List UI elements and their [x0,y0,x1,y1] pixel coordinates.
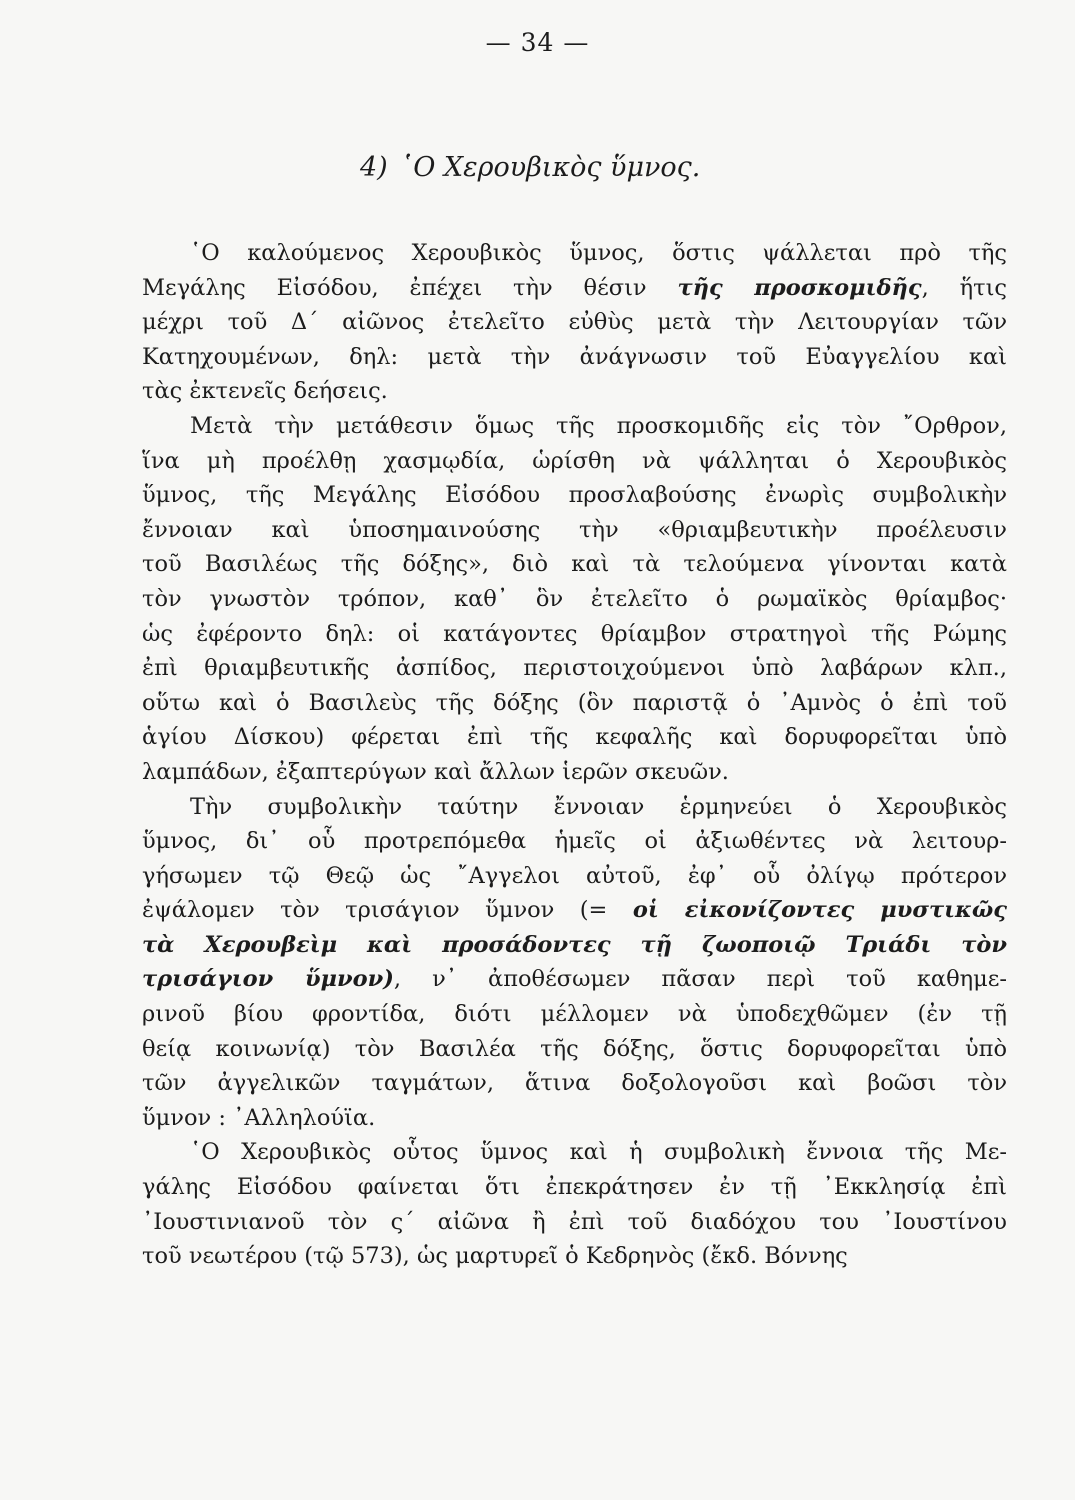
text-line [142,617,1007,652]
text-line [142,1101,1007,1136]
text-line [142,444,1007,479]
text-line [142,478,1007,513]
text-segment: ρινοῦ βίου φροντίδα, διότι μέλλομεν νὰ ὑποδεχθῶμεν (ἐν τῇ [142,1001,1007,1028]
text-line [142,513,1007,548]
page-number: — 34 — [485,28,590,57]
text-segment: Τὴν συμβολικὴν ταύτην ἔννοιαν ἑρμηνεύει ὁ Χερουβικὸς [190,793,1007,820]
text-segment: ῾Ο Χερουβικὸς οὗτος ὕμνος καὶ ἡ συμβολικὴ ἔννοια τῆς Με- [190,1139,1007,1166]
text-segment: ὕμνος, δι᾽ οὗ προτρεπόμεθα ἡμεῖς οἱ ἀξιωθέντες νὰ λειτουρ- [142,828,1007,855]
text-segment: ἵνα μὴ προέλθῃ χασμῳδία, ὡρίσθη νὰ ψάλληται ὁ Χερουβικὸς [142,447,1007,474]
section-heading [360,152,700,183]
text-line [142,962,1007,997]
text-line [142,1032,1007,1067]
text-line [142,1239,1007,1274]
emphasis-text: οἱ εἰκονίζοντες μυστικῶς [632,897,1007,924]
text-line [142,547,1007,582]
text-segment: γήσωμεν τῷ Θεῷ ὡς ῎Αγγελοι αὐτοῦ, ἐφ᾽ οὗ ὀλίγῳ πρότερον [142,862,1007,889]
text-line [142,1170,1007,1205]
body-text [142,236,1007,1274]
text-segment: λαμπάδων, ἐξαπτερύγων καὶ ἄλλων ἱερῶν σκευῶν. [142,758,729,785]
text-segment: ὕμνος, τῆς Μεγάλης Εἰσόδου προσλαβούσης ἐνωρὶς συμβολικὴν [142,482,1007,509]
emphasis-text: τρισάγιον ὕμνον) [142,966,394,993]
text-line [142,374,1007,409]
text-segment: ἐψάλομεν τὸν τρισάγιον ὕμνον (= [142,897,633,924]
text-segment: τοῦ νεωτέρου (τῷ 573), ὡς μαρτυρεῖ ὁ Κεδρηνὸς (ἔκδ. Βόννης [142,1243,848,1270]
text-line [142,997,1007,1032]
text-segment: θείᾳ κοινωνίᾳ) τὸν Βασιλέα τῆς δόξης, ὅστις δορυφορεῖται ὑπὸ [142,1035,1007,1062]
text-segment: τὸν γνωστὸν τρόπον, καθ᾽ ὃν ἐτελεῖτο ὁ ρωμαϊκὸς θρίαμβος· [142,585,1007,612]
text-line [142,340,1007,375]
text-segment: Κατηχουμένων, δηλ: μετὰ τὴν ἀνάγνωσιν τοῦ Εὐαγγελίου καὶ [142,343,1007,370]
section-title: ῾Ο Χερουβικὸς ὕμνος. [399,152,701,183]
text-segment: ᾿Ιουστινιανοῦ τὸν ς΄ αἰῶνα ἢ ἐπὶ τοῦ διαδόχου του ᾿Ιουστίνου [142,1208,1007,1235]
text-segment: ἁγίου Δίσκου) φέρεται ἐπὶ τῆς κεφαλῆς καὶ δορυφορεῖται ὑπὸ [142,724,1007,751]
text-segment: ἔννοιαν καὶ ὑποσημαινούσης τὴν «θριαμβευτικὴν προέλευσιν [142,516,1007,543]
text-line [142,651,1007,686]
text-line [142,409,1007,444]
text-segment: γάλης Εἰσόδου φαίνεται ὅτι ἐπεκράτησεν ἐν τῇ ᾿Εκκλησίᾳ ἐπὶ [142,1174,1007,1201]
text-segment: ὕμνον : ᾿Αλληλούϊα. [142,1104,376,1131]
text-line [142,859,1007,894]
text-segment: οὕτω καὶ ὁ Βασιλεὺς τῆς δόξης (ὃν παριστᾷ ὁ ᾿Αμνὸς ὁ ἐπὶ τοῦ [142,689,1007,716]
text-line [142,755,1007,790]
text-line [142,928,1007,963]
text-segment: , ἥτις [921,274,1007,301]
text-line [142,790,1007,825]
text-segment: τὰς ἐκτενεῖς δεήσεις. [142,378,388,405]
text-line [142,271,1007,306]
text-line [142,1205,1007,1240]
text-segment: τοῦ Βασιλέως τῆς δόξης», διὸ καὶ τὰ τελούμενα γίνονται κατὰ [142,551,1007,578]
text-segment: ῾Ο καλούμενος Χερουβικὸς ὕμνος, ὅστις ψάλλεται πρὸ τῆς [190,240,1007,266]
text-line [142,305,1007,340]
text-line [142,720,1007,755]
text-line [142,236,1007,271]
text-line [142,582,1007,617]
text-segment: , ν᾽ ἀποθέσωμεν πᾶσαν περὶ τοῦ καθημε- [393,966,1007,993]
text-line [142,824,1007,859]
text-segment: μέχρι τοῦ Δ΄ αἰῶνος ἐτελεῖτο εὐθὺς μετὰ τὴν Λειτουργίαν τῶν [142,309,1007,336]
emphasis-text: τῆς προσκομιδῆς [677,274,922,301]
section-number: 4) [360,152,388,183]
text-line [142,893,1007,928]
text-segment: τῶν ἀγγελικῶν ταγμάτων, ἅτινα δοξολογοῦσι καὶ βοῶσι τὸν [142,1070,1007,1097]
emphasis-text: τὰ Χερουβεὶμ καὶ προσάδοντες τῇ ζωοποιῷ Τριάδι τὸν [142,931,1007,958]
text-line [142,1135,1007,1170]
text-segment: Μεγάλης Εἰσόδου, ἐπέχει τὴν θέσιν [142,274,678,301]
text-line [142,1066,1007,1101]
text-segment: ἐπὶ θριαμβευτικῆς ἀσπίδος, περιστοιχούμενοι ὑπὸ λαβάρων κλπ., [142,655,1007,682]
text-segment: Μετὰ τὴν μετάθεσιν ὅμως τῆς προσκομιδῆς εἰς τὸν ῎Ορθρον, [190,412,1007,439]
text-line [142,686,1007,721]
text-segment: ὡς ἐφέροντο δηλ: οἱ κατάγοντες θρίαμβον στρατηγοὶ τῆς Ρώμης [142,620,1007,647]
